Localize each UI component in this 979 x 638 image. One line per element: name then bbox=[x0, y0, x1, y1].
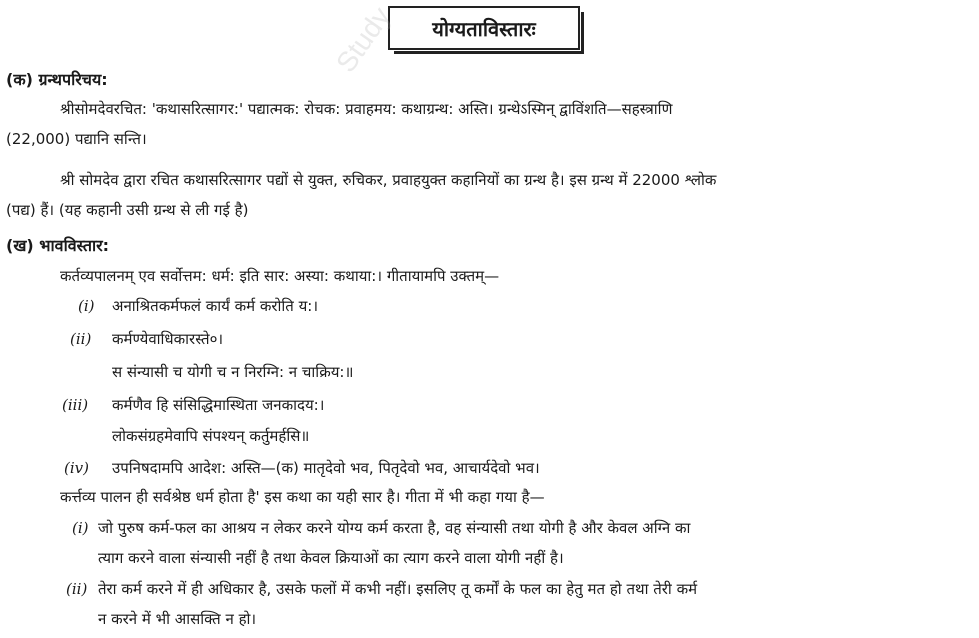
verse-number: (iv) bbox=[64, 459, 89, 477]
section-kha-intro: कर्तव्यपालनम् एव सर्वोत्तम: धर्म: इति सार: अस्या: कथाया:। गीतायामपि उक्तम्— bbox=[60, 267, 500, 285]
point-number: (ii) bbox=[66, 580, 88, 598]
verse-line: लोकसंग्रहमेवापि संपश्यन् कर्तुमर्हसि॥ bbox=[112, 427, 310, 445]
point-line: जो पुरुष कर्म-फल का आश्रय न लेकर करने योग्य कर्म करता है, वह संन्यासी तथा योगी है और केवल अग्नि का bbox=[98, 519, 691, 537]
watermark: Study bbox=[330, 1, 397, 78]
verse-number: (iii) bbox=[62, 396, 89, 414]
section-kha-heading: (ख) भावविस्तार: bbox=[6, 236, 110, 255]
point-line: त्याग करने वाला संन्यासी नहीं है तथा केवल क्रियाओं का त्याग करने वाला योगी नहीं है। bbox=[98, 549, 564, 567]
section-ka-heading: (क) ग्रन्थपरिचय: bbox=[6, 70, 108, 89]
verse-line: कर्मण्येवाधिकारस्ते०। bbox=[112, 330, 224, 348]
page-title bbox=[388, 6, 580, 50]
section-ka-sanskrit-line2: (22,000) पद्यानि सन्ति। bbox=[6, 130, 147, 148]
section-ka-hindi-line2: (पद्य) हैं। (यह कहानी उसी ग्रन्थ से ली गई है) bbox=[6, 201, 249, 219]
verse-number: (ii) bbox=[70, 330, 92, 348]
page-title-text: योग्यताविस्तारः bbox=[432, 16, 536, 41]
section-ka-hindi-line1: श्री सोमदेव द्वारा रचित कथासरित्सागर पद्यों से युक्त, रुचिकर, प्रवाहयुक्त कहानियों का ग्रन्थ है। इस ग्रन्थ में 22000 श्लोक bbox=[60, 171, 717, 189]
verse-line: उपनिषदामपि आदेश: अस्ति—(क) मातृदेवो भव, पितृदेवो भव, आचार्यदेवो भव। bbox=[112, 459, 540, 477]
point-line: न करने में भी आसक्ति न हो। bbox=[98, 610, 257, 628]
verse-line: कर्मणैव हि संसिद्धिमास्थिता जनकादय:। bbox=[112, 396, 325, 414]
verse-line: स संन्यासी च योगी च न निरग्नि: न चाक्रिय:॥ bbox=[112, 363, 354, 381]
section-ka-sanskrit-line1: श्रीसोमदेवरचित: 'कथासरित्सागर:' पद्यात्मक: रोचक: प्रवाहमय: कथाग्रन्थ: अस्ति। ग्रन्थेऽस्मिन् द्वाविंशति—सहस्त्राणि bbox=[60, 100, 673, 118]
hindi-intro: कर्त्तव्य पालन ही सर्वश्रेष्ठ धर्म होता है' इस कथा का यही सार है। गीता में भी कहा गया है— bbox=[60, 488, 545, 506]
verse-number: (i) bbox=[78, 297, 95, 315]
point-number: (i) bbox=[72, 519, 89, 537]
point-line: तेरा कर्म करने में ही अधिकार है, उसके फलों में कभी नहीं। इसलिए तू कर्मों के फल का हेतु मत हो तथा तेरी कर्म bbox=[98, 580, 698, 598]
verse-line: अनाश्रितकर्मफलं कार्यं कर्म करोति य:। bbox=[112, 297, 319, 315]
